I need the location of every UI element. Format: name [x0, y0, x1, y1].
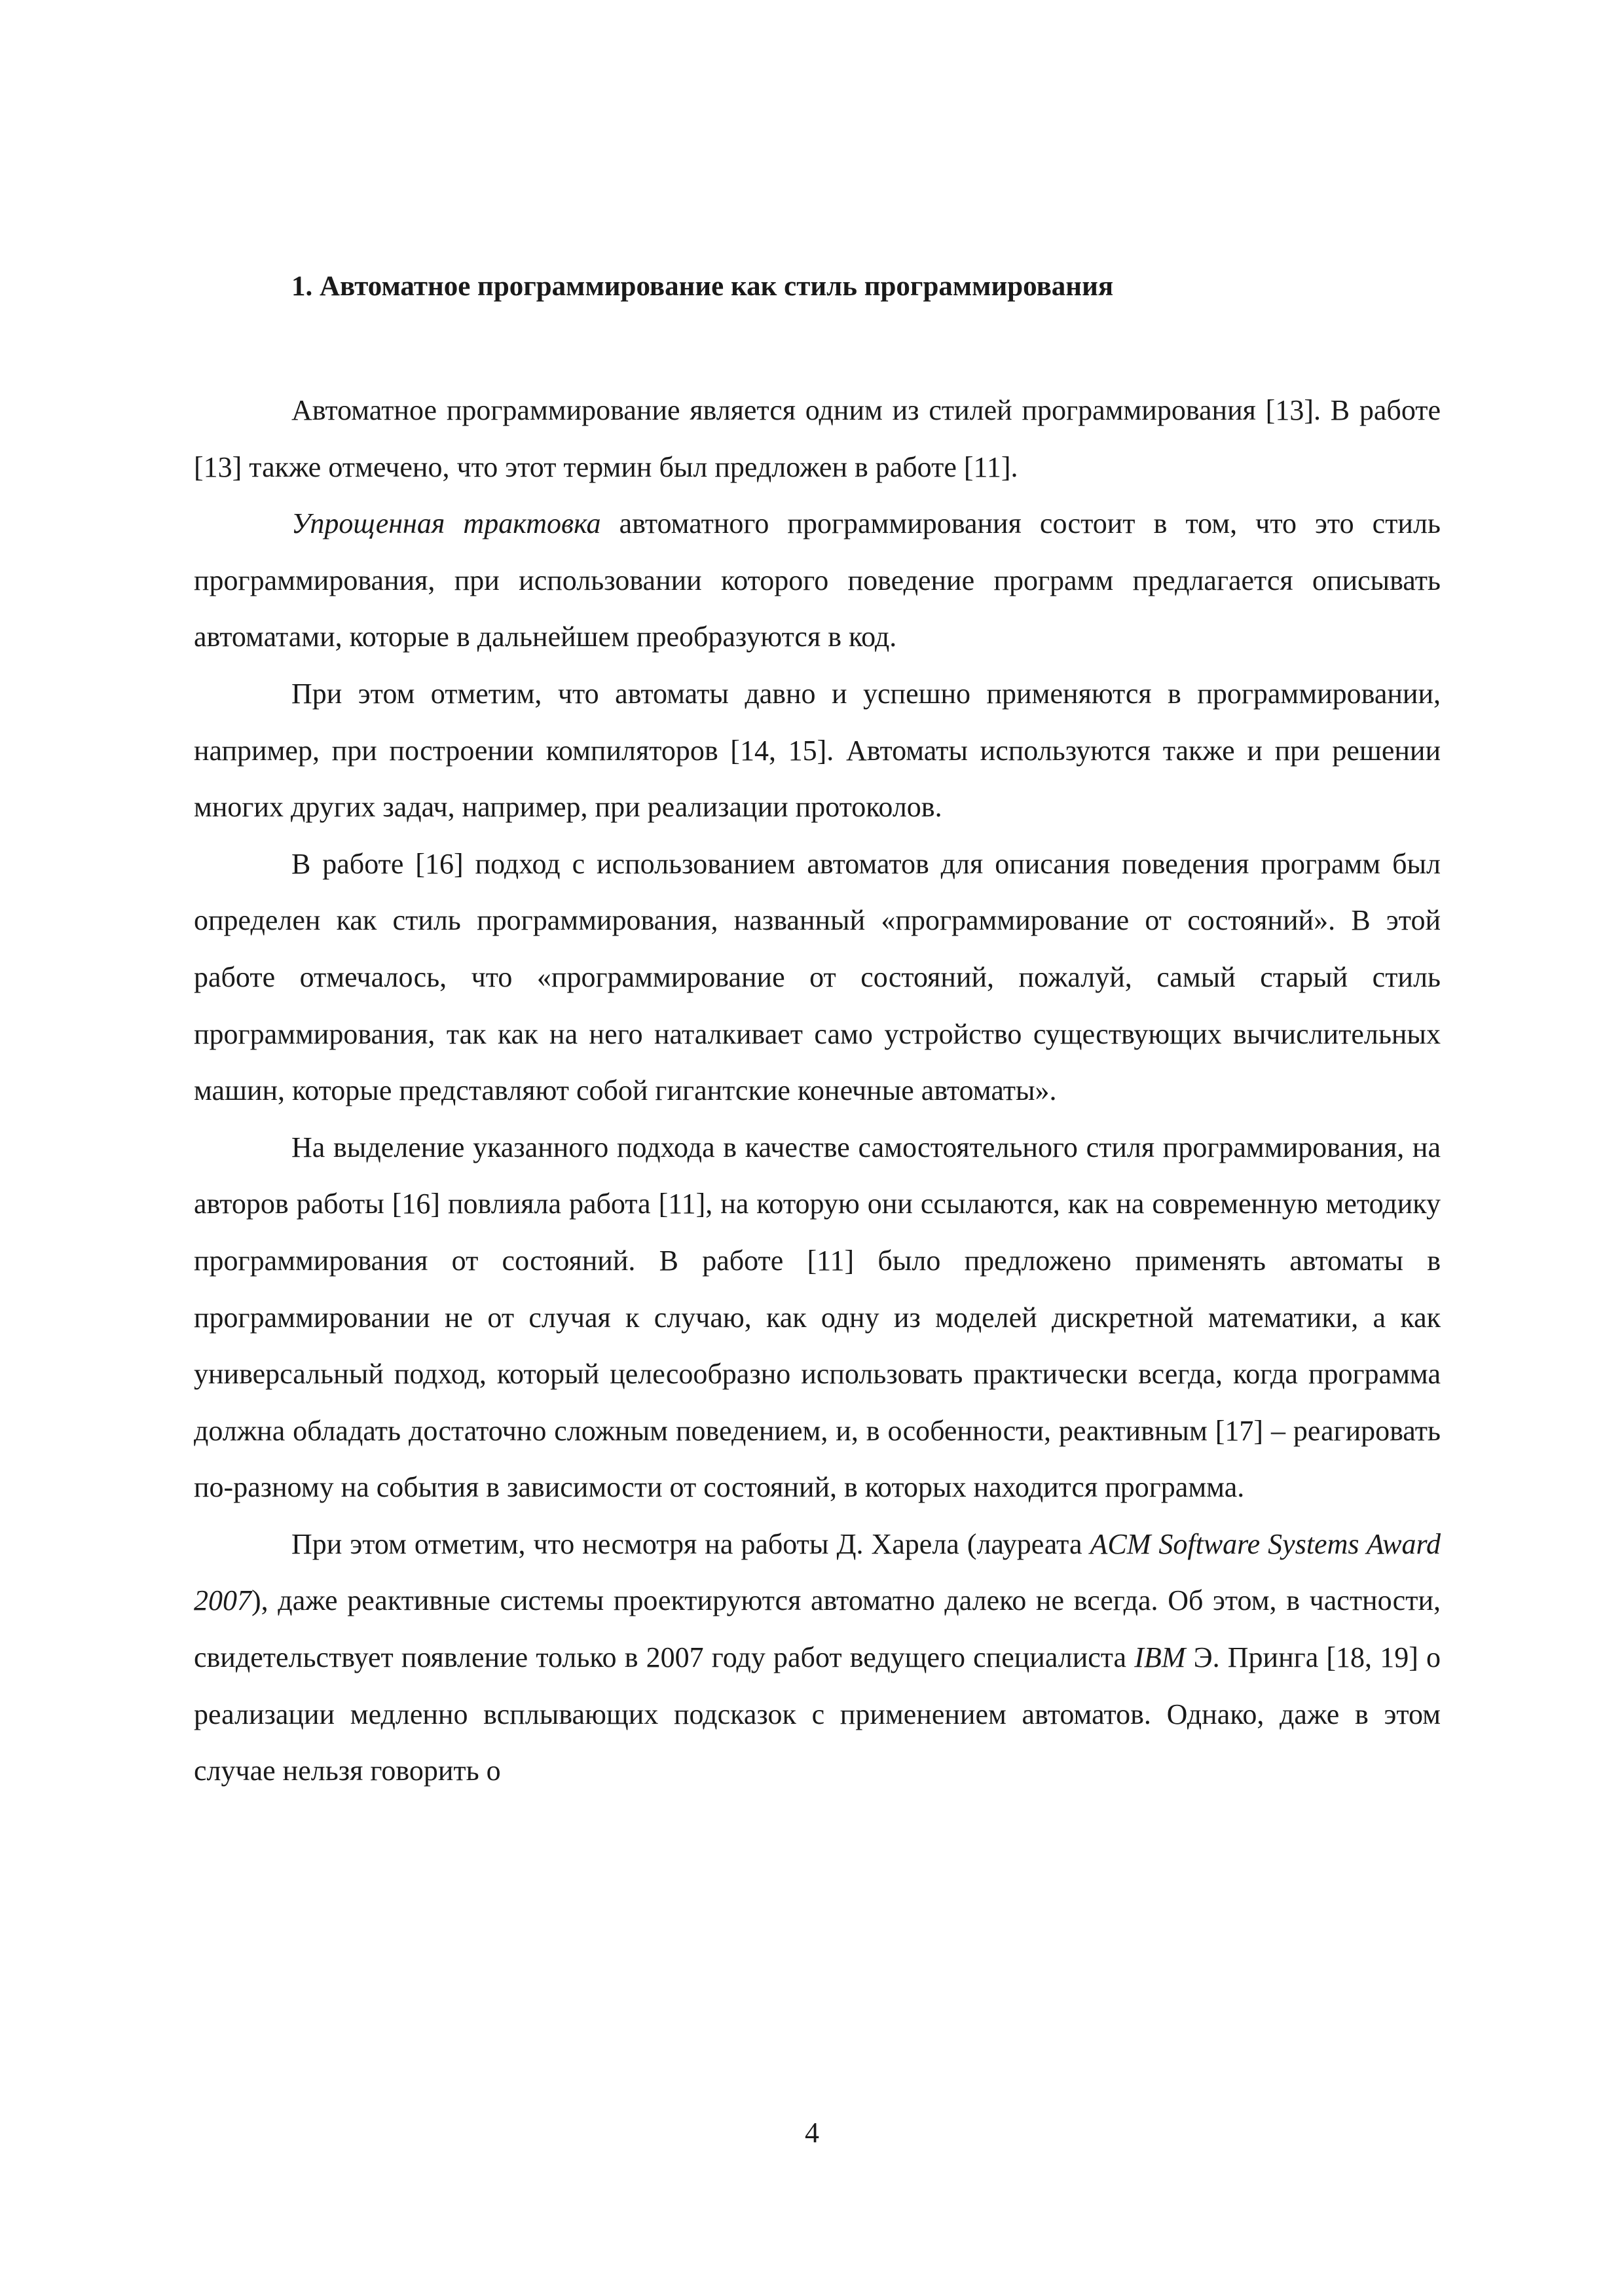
paragraph [194, 382, 1441, 496]
section-heading: 1. Автоматное программирование как стиль программирования [291, 271, 1114, 302]
paragraph-text: При этом отметим, что автоматы давно и успешно применяются в программировании, например, при построении компиляторов [14, 15]. Автоматы используются также и при решении многих других задач, например, при реализации протоколов. [194, 677, 1441, 824]
paragraph-text: В работе [16] подход с использованием автоматов для описания поведения программ был определен как стиль программирования, названный «программирование от состояний». В этой работе отмечалось, что «программирование от состояний, пожалуй, самый старый стиль программирования, так как на него наталкивает само устройство существующих вычислительных машин, которые представляют собой гигантские конечные автоматы». [194, 847, 1441, 1107]
paragraph-text: Автоматное программирование является одним из стилей программирования [13]. В работе [13] также отмечено, что этот термин был предложен в работе [11]. [194, 394, 1441, 483]
paragraph [194, 836, 1441, 1120]
emphasis-term: Упрощенная трактовка [291, 507, 601, 540]
paragraph [194, 666, 1441, 836]
paragraph [194, 496, 1441, 666]
paragraph-text: При этом отметим, что несмотря на работы Д. Харела (лауреата [291, 1527, 1090, 1560]
body-text [194, 382, 1441, 1800]
emphasis-company: IBM [1134, 1641, 1186, 1674]
emphasis-award: ACM Software Systems Award 2007 [194, 1527, 1441, 1617]
page-number: 4 [805, 2117, 819, 2149]
paragraph-text: На выделение указанного подхода в качестве самостоятельного стиля программирования, на авторов работы [16] повлияла работа [11], на которую они ссылаются, как на современную методику программирования от состояний. В работе [11] было предложено применять автоматы в программировании не от случая к случаю, как одну из моделей дискретной математики, а как универсальный подход, который целесообразно использовать практически всегда, когда программа должна обладать достаточно сложным поведением, и, в особенности, реактивным [17] – реагировать по-разному на события в зависимости от состояний, в которых находится программа. [194, 1131, 1441, 1504]
paragraph-text: ), даже реактивные системы проектируются автоматно далеко не всегда. Об этом, в частности, свидетельствует появление только в 2007 году работ ведущего специалиста [194, 1584, 1441, 1674]
paragraph [194, 1120, 1441, 1516]
paragraph [194, 1516, 1441, 1800]
paragraph-text: автоматного программирования состоит в том, что это стиль программирования, при использовании которого поведение программ предлагается описывать автоматами, которые в дальнейшем преобразуются в код. [194, 507, 1441, 653]
paragraph-text: Э. Принга [18, 19] о реализации медленно всплывающих подсказок с применением автоматов. Однако, даже в этом случае нельзя говорить о [194, 1641, 1441, 1787]
